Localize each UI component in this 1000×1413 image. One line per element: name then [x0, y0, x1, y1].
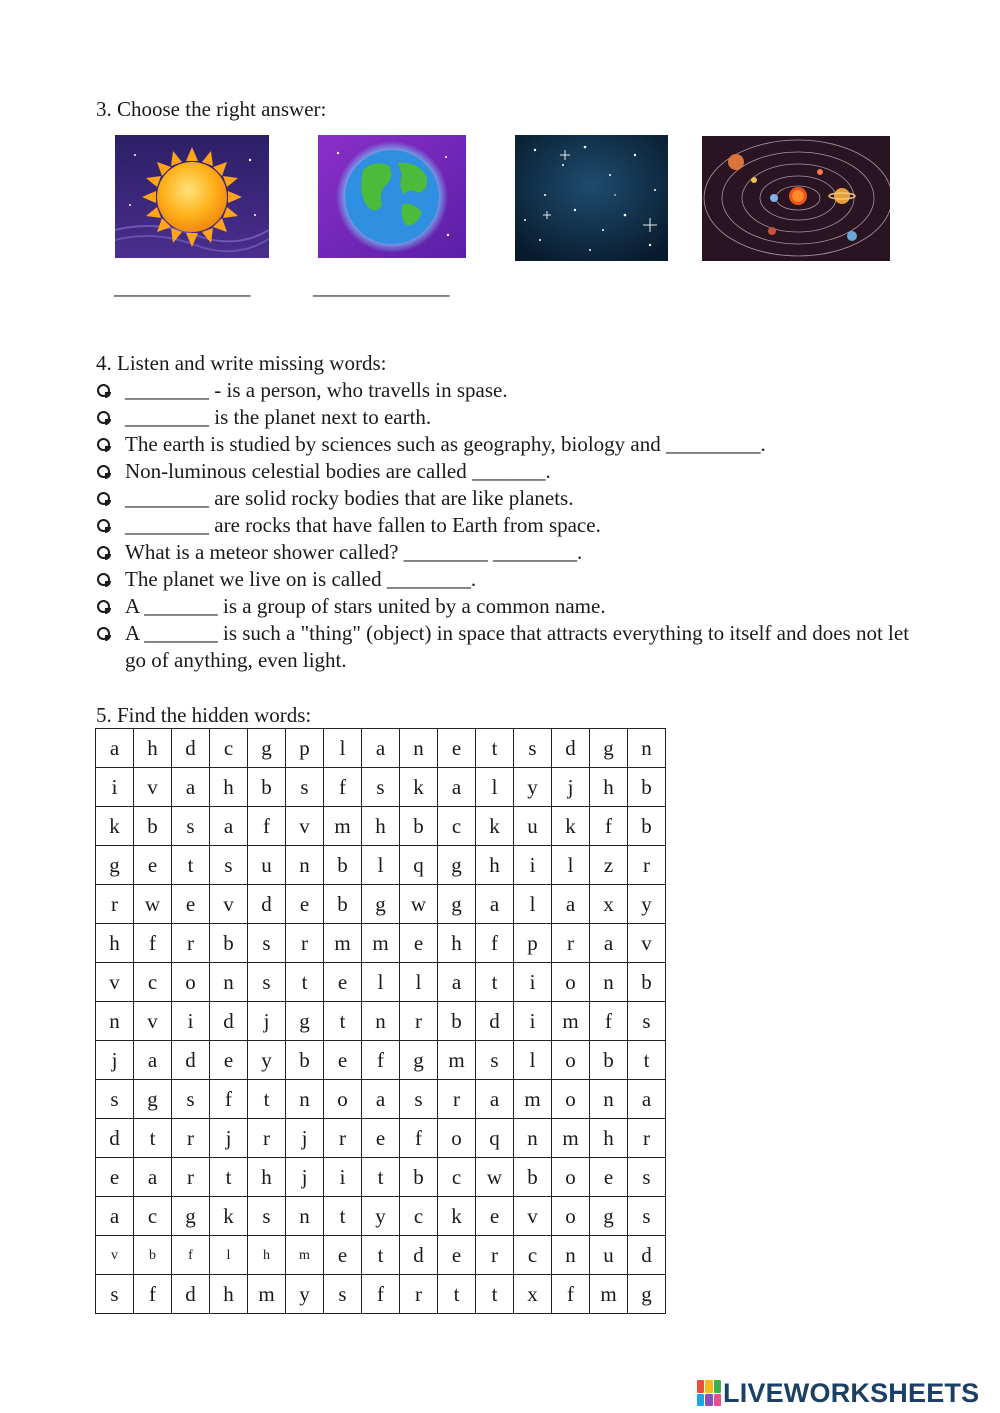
grid-cell[interactable]: m	[552, 1002, 590, 1041]
grid-row	[96, 1197, 666, 1236]
question-item	[96, 512, 916, 539]
question-text: The planet we live on is called ________.	[125, 567, 477, 591]
grid-cell[interactable]: b	[210, 924, 248, 963]
question-item	[96, 539, 916, 566]
grid-cell[interactable]: g	[438, 885, 476, 924]
grid-cell[interactable]: t	[476, 1275, 514, 1314]
grid-cell[interactable]: b	[400, 1158, 438, 1197]
grid-cell[interactable]: s	[362, 768, 400, 807]
grid-cell[interactable]: b	[324, 885, 362, 924]
grid-cell[interactable]: r	[248, 1119, 286, 1158]
grid-cell[interactable]: j	[286, 1158, 324, 1197]
grid-cell[interactable]: q	[400, 846, 438, 885]
grid-cell[interactable]: m	[514, 1080, 552, 1119]
grid-cell[interactable]: m	[590, 1275, 628, 1314]
grid-cell[interactable]: m	[248, 1275, 286, 1314]
grid-cell[interactable]: i	[96, 768, 134, 807]
grid-cell[interactable]: f	[248, 807, 286, 846]
grid-cell[interactable]: r	[172, 1119, 210, 1158]
grid-cell[interactable]: r	[324, 1119, 362, 1158]
grid-cell[interactable]: s	[324, 1275, 362, 1314]
grid-cell[interactable]: t	[134, 1119, 172, 1158]
grid-cell[interactable]: v	[210, 885, 248, 924]
grid-cell[interactable]: i	[514, 963, 552, 1002]
grid-cell[interactable]: r	[286, 924, 324, 963]
bullet-icon	[97, 519, 110, 532]
grid-cell[interactable]: k	[438, 1197, 476, 1236]
grid-row	[96, 1041, 666, 1080]
grid-cell[interactable]: g	[590, 1197, 628, 1236]
grid-cell[interactable]: g	[400, 1041, 438, 1080]
grid-cell[interactable]: o	[438, 1119, 476, 1158]
section3-heading: 3. Choose the right answer:	[96, 97, 327, 121]
grid-cell[interactable]: l	[552, 846, 590, 885]
section4-heading: 4. Listen and write missing words:	[96, 351, 387, 375]
grid-cell[interactable]: t	[324, 1002, 362, 1041]
grid-cell[interactable]: r	[400, 1002, 438, 1041]
grid-cell[interactable]: v	[514, 1197, 552, 1236]
grid-cell[interactable]: s	[248, 963, 286, 1002]
question-item	[96, 431, 916, 458]
grid-cell[interactable]: g	[134, 1080, 172, 1119]
bullet-icon	[97, 492, 110, 505]
logo-square	[697, 1394, 704, 1407]
grid-cell[interactable]: j	[552, 768, 590, 807]
grid-cell[interactable]: c	[400, 1197, 438, 1236]
stars-image	[515, 135, 668, 261]
grid-cell[interactable]: f	[476, 924, 514, 963]
liveworksheets-logo	[697, 1376, 979, 1410]
grid-cell[interactable]: a	[362, 729, 400, 768]
grid-cell[interactable]: c	[438, 1158, 476, 1197]
grid-cell[interactable]: h	[134, 729, 172, 768]
grid-cell[interactable]: r	[476, 1236, 514, 1275]
grid-cell[interactable]: y	[286, 1275, 324, 1314]
grid-cell[interactable]: o	[172, 963, 210, 1002]
grid-cell[interactable]: k	[552, 807, 590, 846]
question-item	[96, 566, 916, 593]
grid-cell[interactable]: a	[438, 963, 476, 1002]
grid-cell[interactable]: t	[210, 1158, 248, 1197]
question-text: Non-luminous celestial bodies are called _______.	[125, 459, 551, 483]
grid-cell[interactable]: t	[362, 1158, 400, 1197]
grid-cell[interactable]: e	[324, 1236, 362, 1275]
grid-cell[interactable]: i	[324, 1158, 362, 1197]
grid-cell[interactable]: b	[400, 807, 438, 846]
grid-cell[interactable]: f	[590, 807, 628, 846]
grid-cell[interactable]: o	[552, 1041, 590, 1080]
grid-cell[interactable]: h	[590, 1119, 628, 1158]
grid-cell[interactable]: y	[362, 1197, 400, 1236]
grid-cell[interactable]: d	[476, 1002, 514, 1041]
grid-cell[interactable]: m	[552, 1119, 590, 1158]
grid-cell[interactable]: p	[286, 729, 324, 768]
grid-cell[interactable]: e	[172, 885, 210, 924]
logo-square	[714, 1380, 721, 1393]
grid-cell[interactable]: n	[286, 1080, 324, 1119]
answer-blank-2[interactable]: _____________	[313, 275, 450, 299]
grid-cell[interactable]: g	[248, 729, 286, 768]
bullet-icon	[97, 573, 110, 586]
grid-cell[interactable]: n	[590, 1080, 628, 1119]
grid-cell[interactable]: t	[476, 963, 514, 1002]
grid-cell[interactable]: f	[134, 924, 172, 963]
grid-cell[interactable]: b	[628, 963, 666, 1002]
grid-cell[interactable]: l	[362, 963, 400, 1002]
grid-cell[interactable]: t	[628, 1041, 666, 1080]
grid-cell[interactable]: l	[362, 846, 400, 885]
grid-cell[interactable]: o	[552, 1158, 590, 1197]
grid-cell[interactable]: f	[134, 1275, 172, 1314]
grid-cell[interactable]: s	[210, 846, 248, 885]
grid-cell[interactable]: h	[96, 924, 134, 963]
grid-cell[interactable]: a	[96, 1197, 134, 1236]
grid-cell[interactable]: t	[324, 1197, 362, 1236]
grid-cell[interactable]: c	[438, 807, 476, 846]
grid-cell[interactable]: d	[400, 1236, 438, 1275]
grid-cell[interactable]: g	[362, 885, 400, 924]
grid-cell[interactable]: h	[210, 768, 248, 807]
grid-cell[interactable]: i	[514, 1002, 552, 1041]
grid-cell[interactable]: h	[438, 924, 476, 963]
grid-cell[interactable]: o	[552, 963, 590, 1002]
grid-cell[interactable]: s	[628, 1197, 666, 1236]
grid-cell[interactable]: t	[286, 963, 324, 1002]
question-item	[96, 377, 916, 404]
grid-cell[interactable]: d	[172, 729, 210, 768]
grid-cell[interactable]: d	[172, 1041, 210, 1080]
grid-cell[interactable]: g	[172, 1197, 210, 1236]
logo-square	[697, 1380, 704, 1393]
grid-cell[interactable]: j	[210, 1119, 248, 1158]
logo-square	[714, 1394, 721, 1407]
grid-cell[interactable]: c	[210, 729, 248, 768]
question-text: What is a meteor shower called? ________ ________.	[125, 540, 583, 564]
grid-cell[interactable]: n	[552, 1236, 590, 1275]
grid-cell[interactable]: s	[248, 1197, 286, 1236]
grid-cell[interactable]: t	[476, 729, 514, 768]
grid-cell[interactable]: d	[552, 729, 590, 768]
grid-cell[interactable]: t	[362, 1236, 400, 1275]
grid-cell[interactable]: b	[134, 807, 172, 846]
grid-cell[interactable]: l	[476, 768, 514, 807]
grid-row	[96, 924, 666, 963]
grid-cell[interactable]: t	[248, 1080, 286, 1119]
grid-cell[interactable]: e	[476, 1197, 514, 1236]
grid-cell[interactable]: e	[324, 963, 362, 1002]
grid-cell[interactable]: n	[628, 729, 666, 768]
grid-cell[interactable]: a	[362, 1080, 400, 1119]
grid-cell[interactable]: f	[552, 1275, 590, 1314]
grid-cell[interactable]: e	[210, 1041, 248, 1080]
grid-cell[interactable]: e	[438, 729, 476, 768]
grid-cell[interactable]: m	[286, 1236, 324, 1275]
grid-cell[interactable]: s	[172, 1080, 210, 1119]
grid-cell[interactable]: n	[286, 846, 324, 885]
grid-cell[interactable]: s	[628, 1158, 666, 1197]
question-item	[96, 485, 916, 512]
grid-cell[interactable]: s	[96, 1275, 134, 1314]
grid-cell[interactable]: o	[552, 1080, 590, 1119]
grid-cell[interactable]: s	[628, 1002, 666, 1041]
grid-cell[interactable]: s	[400, 1080, 438, 1119]
grid-cell[interactable]: b	[324, 846, 362, 885]
grid-cell[interactable]: h	[248, 1236, 286, 1275]
grid-cell[interactable]: e	[96, 1158, 134, 1197]
question-text: ________ is the planet next to earth.	[125, 405, 432, 429]
grid-cell[interactable]: a	[628, 1080, 666, 1119]
grid-cell[interactable]: n	[96, 1002, 134, 1041]
grid-cell[interactable]: l	[514, 885, 552, 924]
grid-cell[interactable]: b	[286, 1041, 324, 1080]
grid-cell[interactable]: g	[628, 1275, 666, 1314]
grid-cell[interactable]: m	[324, 924, 362, 963]
grid-cell[interactable]: y	[248, 1041, 286, 1080]
grid-cell[interactable]: v	[286, 807, 324, 846]
grid-cell[interactable]: e	[438, 1236, 476, 1275]
question-item	[96, 620, 916, 674]
grid-cell[interactable]: a	[476, 1080, 514, 1119]
grid-row	[96, 1080, 666, 1119]
grid-cell[interactable]: n	[590, 963, 628, 1002]
grid-cell[interactable]: m	[438, 1041, 476, 1080]
bullet-icon	[97, 627, 110, 640]
grid-cell[interactable]: a	[210, 807, 248, 846]
grid-cell[interactable]: q	[476, 1119, 514, 1158]
grid-cell[interactable]: n	[362, 1002, 400, 1041]
grid-cell[interactable]: b	[134, 1236, 172, 1275]
grid-cell[interactable]: h	[210, 1275, 248, 1314]
grid-cell[interactable]: n	[400, 729, 438, 768]
grid-cell[interactable]: h	[362, 807, 400, 846]
grid-row	[96, 768, 666, 807]
grid-cell[interactable]: d	[628, 1236, 666, 1275]
grid-cell[interactable]: e	[286, 885, 324, 924]
grid-cell[interactable]: r	[552, 924, 590, 963]
grid-cell[interactable]: r	[172, 924, 210, 963]
question-item	[96, 593, 916, 620]
grid-cell[interactable]: d	[210, 1002, 248, 1041]
grid-cell[interactable]: v	[628, 924, 666, 963]
grid-cell[interactable]: x	[590, 885, 628, 924]
grid-cell[interactable]: b	[514, 1158, 552, 1197]
grid-cell[interactable]: s	[286, 768, 324, 807]
bullet-icon	[97, 384, 110, 397]
grid-cell[interactable]: b	[628, 768, 666, 807]
logo-square	[705, 1380, 712, 1393]
grid-cell[interactable]: a	[96, 729, 134, 768]
grid-cell[interactable]: b	[590, 1041, 628, 1080]
grid-cell[interactable]: r	[172, 1158, 210, 1197]
grid-row	[96, 1275, 666, 1314]
grid-row	[96, 1236, 666, 1275]
grid-row	[96, 729, 666, 768]
grid-cell[interactable]: h	[590, 768, 628, 807]
grid-cell[interactable]: f	[590, 1002, 628, 1041]
grid-cell[interactable]: u	[590, 1236, 628, 1275]
grid-cell[interactable]: d	[96, 1119, 134, 1158]
grid-cell[interactable]: m	[362, 924, 400, 963]
grid-cell[interactable]: v	[96, 1236, 134, 1275]
grid-cell[interactable]: c	[134, 963, 172, 1002]
grid-cell[interactable]: o	[552, 1197, 590, 1236]
section5-heading: 5. Find the hidden words:	[96, 703, 312, 727]
question-text: ________ - is a person, who travells in spase.	[125, 378, 508, 402]
grid-cell[interactable]: e	[362, 1119, 400, 1158]
bullet-icon	[97, 438, 110, 451]
grid-cell[interactable]: l	[400, 963, 438, 1002]
grid-cell[interactable]: a	[172, 768, 210, 807]
grid-cell[interactable]: n	[210, 963, 248, 1002]
grid-cell[interactable]: a	[134, 1041, 172, 1080]
logo-text: LIVEWORKSHEETS	[723, 1377, 980, 1408]
grid-cell[interactable]: g	[590, 729, 628, 768]
grid-row	[96, 1002, 666, 1041]
grid-row	[96, 963, 666, 1002]
grid-cell[interactable]: s	[96, 1080, 134, 1119]
grid-cell[interactable]: r	[400, 1275, 438, 1314]
grid-cell[interactable]: s	[476, 1041, 514, 1080]
grid-row	[96, 1119, 666, 1158]
grid-cell[interactable]: s	[514, 729, 552, 768]
grid-cell[interactable]: d	[248, 885, 286, 924]
grid-cell[interactable]: a	[476, 885, 514, 924]
grid-cell[interactable]: v	[134, 768, 172, 807]
bullet-icon	[97, 465, 110, 478]
grid-cell[interactable]: s	[248, 924, 286, 963]
grid-cell[interactable]: r	[438, 1080, 476, 1119]
grid-cell[interactable]: f	[362, 1041, 400, 1080]
grid-cell[interactable]: b	[628, 807, 666, 846]
grid-cell[interactable]: g	[286, 1002, 324, 1041]
grid-cell[interactable]: k	[96, 807, 134, 846]
grid-cell[interactable]: p	[514, 924, 552, 963]
grid-cell[interactable]: k	[476, 807, 514, 846]
grid-cell[interactable]: j	[286, 1119, 324, 1158]
grid-cell[interactable]: o	[324, 1080, 362, 1119]
grid-cell[interactable]: n	[514, 1119, 552, 1158]
grid-cell[interactable]: a	[552, 885, 590, 924]
question-text: ________ are solid rocky bodies that are like planets.	[125, 486, 574, 510]
grid-cell[interactable]: r	[96, 885, 134, 924]
grid-cell[interactable]: e	[134, 846, 172, 885]
grid-cell[interactable]: c	[514, 1236, 552, 1275]
grid-row	[96, 1158, 666, 1197]
grid-cell[interactable]: z	[590, 846, 628, 885]
grid-cell[interactable]: a	[134, 1158, 172, 1197]
grid-cell[interactable]: a	[590, 924, 628, 963]
grid-cell[interactable]: y	[628, 885, 666, 924]
question-item	[96, 458, 916, 485]
grid-cell[interactable]: g	[438, 846, 476, 885]
grid-cell[interactable]: h	[476, 846, 514, 885]
word-search-grid	[95, 728, 666, 1314]
earth-image	[318, 135, 466, 258]
grid-cell[interactable]: j	[96, 1041, 134, 1080]
question-text: A _______ is such a "thing" (object) in space that attracts everything to itself and does not let go of anything, even light.	[125, 621, 910, 672]
grid-cell[interactable]: u	[248, 846, 286, 885]
grid-row	[96, 846, 666, 885]
missing-words-list	[96, 377, 916, 674]
grid-cell[interactable]: r	[628, 1119, 666, 1158]
grid-cell[interactable]: k	[210, 1197, 248, 1236]
grid-cell[interactable]: f	[400, 1119, 438, 1158]
grid-cell[interactable]: b	[248, 768, 286, 807]
grid-cell[interactable]: f	[362, 1275, 400, 1314]
solar-system-image	[702, 136, 890, 261]
grid-cell[interactable]: r	[628, 846, 666, 885]
grid-cell[interactable]: f	[172, 1236, 210, 1275]
grid-cell[interactable]: t	[172, 846, 210, 885]
grid-row	[96, 885, 666, 924]
bullet-icon	[97, 546, 110, 559]
grid-cell[interactable]: u	[514, 807, 552, 846]
grid-cell[interactable]: j	[248, 1002, 286, 1041]
grid-cell[interactable]: m	[324, 807, 362, 846]
grid-cell[interactable]: t	[438, 1275, 476, 1314]
grid-row	[96, 807, 666, 846]
grid-cell[interactable]: c	[134, 1197, 172, 1236]
grid-cell[interactable]: v	[134, 1002, 172, 1041]
grid-cell[interactable]: d	[172, 1275, 210, 1314]
grid-cell[interactable]: w	[476, 1158, 514, 1197]
grid-cell[interactable]: e	[324, 1041, 362, 1080]
grid-cell[interactable]: l	[210, 1236, 248, 1275]
question-text: The earth is studied by sciences such as geography, biology and _________.	[125, 432, 766, 456]
grid-cell[interactable]: x	[514, 1275, 552, 1314]
grid-cell[interactable]: h	[248, 1158, 286, 1197]
grid-cell[interactable]: a	[438, 768, 476, 807]
grid-cell[interactable]: e	[400, 924, 438, 963]
bullet-icon	[97, 600, 110, 613]
question-text: A _______ is a group of stars united by a common name.	[125, 594, 606, 618]
logo-square	[705, 1394, 712, 1407]
bullet-icon	[97, 411, 110, 424]
grid-cell[interactable]: i	[514, 846, 552, 885]
grid-cell[interactable]: k	[400, 768, 438, 807]
grid-cell[interactable]: y	[514, 768, 552, 807]
grid-cell[interactable]: w	[134, 885, 172, 924]
grid-cell[interactable]: l	[324, 729, 362, 768]
grid-cell[interactable]: e	[590, 1158, 628, 1197]
grid-cell[interactable]: n	[286, 1197, 324, 1236]
answer-blank-1[interactable]: _____________	[114, 275, 251, 299]
grid-cell[interactable]: w	[400, 885, 438, 924]
grid-cell[interactable]: l	[514, 1041, 552, 1080]
grid-cell[interactable]: f	[210, 1080, 248, 1119]
grid-cell[interactable]: s	[172, 807, 210, 846]
question-text: ________ are rocks that have fallen to Earth from space.	[125, 513, 601, 537]
grid-cell[interactable]: i	[172, 1002, 210, 1041]
sun-image	[115, 135, 269, 258]
grid-cell[interactable]: v	[96, 963, 134, 1002]
question-item	[96, 404, 916, 431]
grid-cell[interactable]: f	[324, 768, 362, 807]
grid-cell[interactable]: b	[438, 1002, 476, 1041]
grid-cell[interactable]: g	[96, 846, 134, 885]
liveworksheets-logo-icon	[697, 1380, 721, 1406]
